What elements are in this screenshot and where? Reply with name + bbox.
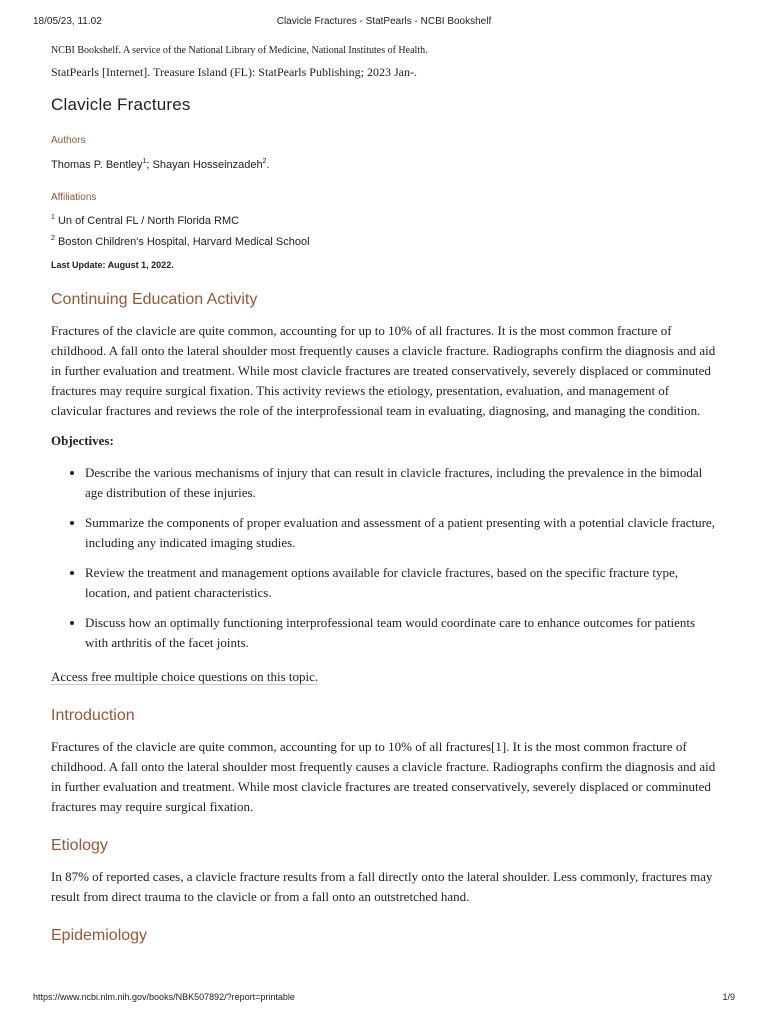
affiliation-text: Boston Children's Hospital, Harvard Medical School (54, 236, 310, 248)
print-footer (33, 992, 735, 1006)
objective-item: • Review the treatment and management options available for clavicle fractures, based on the specific fracture type, location, and patient characteristics. (85, 563, 721, 603)
page-number: 1/9 (722, 992, 735, 1002)
section-heading-etiology: Etiology (51, 837, 108, 854)
ncbi-service-line: NCBI Bookshelf. A service of the National Library of Medicine, National Institutes of Health. (51, 45, 428, 56)
authors-label: Authors (51, 135, 86, 146)
mcq-link[interactable]: Access free multiple choice questions on this topic. (51, 669, 319, 684)
affiliation-item (51, 209, 721, 230)
affiliations-list (51, 209, 721, 251)
print-url: https://www.ncbi.nlm.nih.gov/books/NBK507892/?report=printable (33, 992, 295, 1002)
objectives-label: Objectives: (51, 433, 114, 448)
author-affiliation-ref: 2 (262, 158, 267, 165)
affiliations-label: Affiliations (51, 192, 97, 203)
affiliation-item (51, 230, 721, 251)
objectives-list (51, 463, 721, 653)
affiliation-text: Un of Central FL / North Florida RMC (54, 215, 240, 227)
objective-item: • Summarize the components of proper evaluation and assessment of a patient presenting with a potential clavicle fracture, including any indicated imaging studies. (85, 513, 721, 553)
section-heading-continuing-education: Continuing Education Activity (51, 291, 258, 308)
print-header (33, 16, 735, 30)
etiology-paragraph: In 87% of reported cases, a clavicle fracture results from a fall directly onto the lateral shoulder. Less commonly, fractures may result from direct trauma to the clavicle or from a fall onto an outstretched hand. (51, 869, 713, 904)
mcq-link-line (51, 667, 721, 687)
section-heading-introduction: Introduction (51, 707, 135, 724)
citation-line: StatPearls [Internet]. Treasure Island (FL): StatPearls Publishing; 2023 Jan-. (51, 65, 417, 79)
affiliation-number: 2 (51, 235, 55, 242)
article-content (51, 44, 721, 947)
author-name[interactable]: Shayan Hosseinzadeh (152, 159, 263, 171)
objective-item: • Discuss how an optimally functioning interprofessional team would coordinate care to enhance outcomes for patients with arthritis of the facet joints. (85, 613, 721, 653)
ce-paragraph: Fractures of the clavicle are quite common, accounting for up to 10% of all fractures. It is the most common fracture of childhood. A fall onto the lateral shoulder most frequently causes a clavicle fracture. Radiographs confirm the diagnosis and aid in further evaluation and treatment. While most clavicle fractures are treated conservatively, severely displaced or comminuted fractures may require surgical fixation. This activity reviews the etiology, presentation, evaluation, and management of clavicular fractures and reviews the role of the interprofessional team in evaluating, diagnosing, and managing the condition. (51, 323, 716, 418)
affiliation-number: 1 (51, 214, 55, 221)
author-name[interactable]: Thomas P. Bentley (51, 159, 143, 171)
print-page-title: Clavicle Fractures - StatPearls - NCBI Bookshelf (276, 16, 492, 27)
objective-item: • Describe the various mechanisms of injury that can result in clavicle fractures, including the prevalence in the bimodal age distribution of these injuries. (85, 463, 721, 503)
last-update: Last Update: August 1, 2022. (51, 260, 174, 270)
author-list-end: . (266, 159, 270, 171)
authors-list (51, 154, 721, 173)
print-date: 18/05/23, 11.02 (33, 16, 102, 27)
article-title: Clavicle Fractures (51, 95, 191, 114)
introduction-paragraph: Fractures of the clavicle are quite common, accounting for up to 10% of all fractures[1]. It is the most common fracture of childhood. A fall onto the lateral shoulder most frequently causes a clavicle fracture. Radiographs confirm the diagnosis and aid in further evaluation and treatment. While most clavicle fractures are treated conservatively, severely displaced or comminuted fractures may require surgical fixation. (51, 739, 716, 814)
section-heading-epidemiology: Epidemiology (51, 927, 148, 944)
author-separator: ; (146, 159, 153, 171)
author-affiliation-ref: 1 (142, 158, 147, 165)
